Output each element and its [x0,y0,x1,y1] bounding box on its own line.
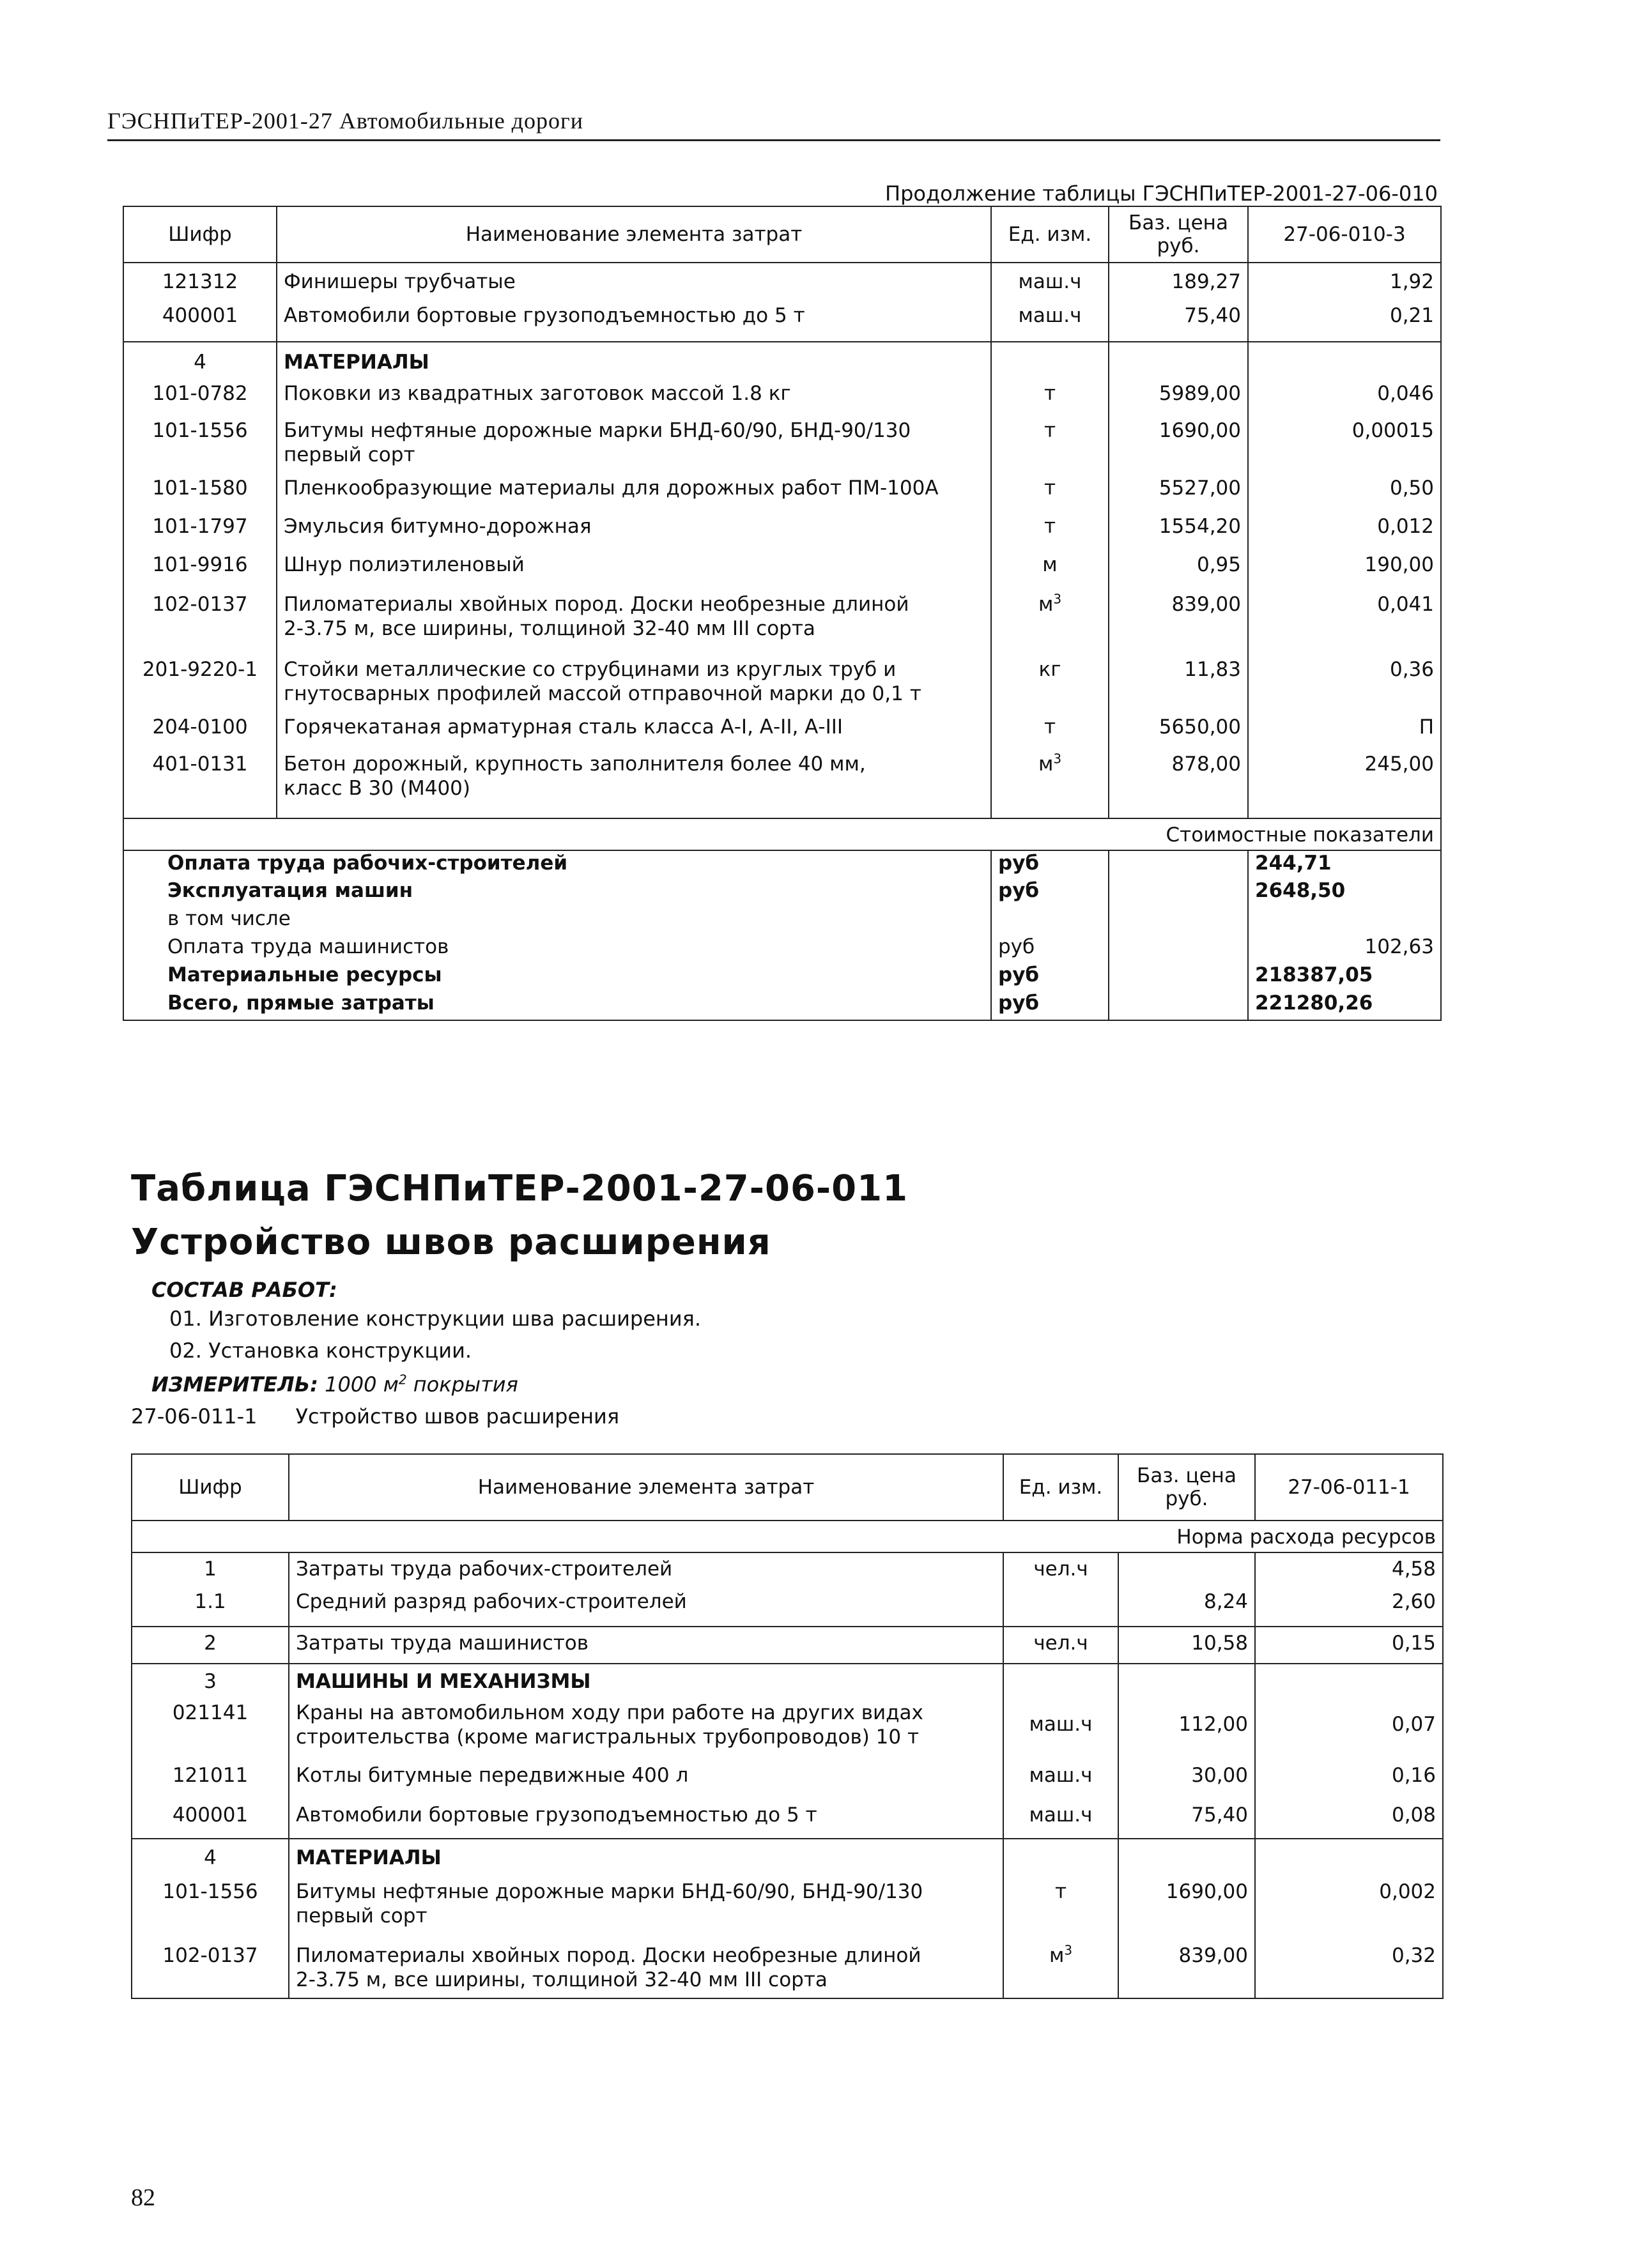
section-code: 4 [123,342,277,381]
row-name: Шнур полиэтиленовый [277,553,991,592]
table-row [123,418,1441,476]
column-header-code: Шифр [132,1454,289,1521]
row-norm: 245,00 [1248,752,1441,818]
row-price: 75,40 [1109,303,1248,342]
row-unit: чел.ч [1003,1552,1118,1590]
table-row [123,592,1441,654]
row-price: 878,00 [1109,752,1248,818]
row-name [277,592,991,654]
empty-cell [1109,963,1248,991]
row-name: Автомобили бортовые грузоподъемностью до 5 т [277,303,991,342]
empty-cell [1003,1664,1118,1701]
row-name [289,1943,1003,1998]
row-code: 101-1556 [123,418,277,476]
row-price: 30,00 [1118,1763,1255,1803]
table-row [123,752,1441,818]
cost-header-row [123,818,1441,850]
unit-superscript: 3 [1053,591,1062,607]
empty-cell [1255,1839,1443,1880]
table-continuation-caption: Продолжение таблицы ГЭСНПиТЕР-2001-27-06-010 [885,181,1438,206]
row-unit: чел.ч [1003,1627,1118,1664]
row-code: 201-9220-1 [123,654,277,715]
row-unit [1003,1590,1118,1627]
row-unit: м [991,553,1109,592]
row-code: 101-0782 [123,381,277,418]
row-name: Пленкообразующие материалы для дорожных работ ПМ-100А [277,476,991,514]
row-norm: 190,00 [1248,553,1441,592]
table-row [132,1880,1443,1943]
empty-cell [1255,1664,1443,1701]
row-norm: П [1248,715,1441,752]
section-code: 3 [132,1664,289,1701]
row-code: 121312 [123,263,277,303]
row-price: 5989,00 [1109,381,1248,418]
table-header-row [123,206,1441,263]
section-title: МАТЕРИАЛЫ [277,342,991,381]
empty-cell [1118,1839,1255,1880]
row-unit: т [991,514,1109,553]
row-code: 102-0137 [132,1943,289,1998]
row-name: Затраты труда рабочих-строителей [289,1552,1003,1590]
cost-name: Всего, прямые затраты [123,991,991,1020]
row-price: 5650,00 [1109,715,1248,752]
row-code: 121011 [132,1763,289,1803]
norm-header-row [132,1521,1443,1552]
cost-value: 2648,50 [1248,878,1441,907]
table-row [132,1763,1443,1803]
section-title: МАТЕРИАЛЫ [289,1839,1003,1880]
row-price: 1690,00 [1109,418,1248,476]
table-title: Таблица ГЭСНПиТЕР-2001-27-06-011 [131,1168,909,1209]
work-item: 02. Установка конструкции. [169,1338,472,1363]
cost-row [123,935,1441,963]
empty-cell [1003,1839,1118,1880]
cost-row [123,850,1441,878]
header-rule [107,139,1440,141]
row-name-line-2: первый сорт [284,443,415,466]
cost-row [123,878,1441,907]
empty-cell [991,342,1109,381]
measurer-tail: покрытия [413,1372,518,1397]
row-price: 75,40 [1118,1803,1255,1839]
row-price: 839,00 [1109,592,1248,654]
table-row [123,553,1441,592]
row-code: 101-1580 [123,476,277,514]
cost-value: 102,63 [1248,935,1441,963]
row-norm: 0,08 [1255,1803,1443,1839]
row-unit: т [991,715,1109,752]
cost-unit: руб [991,935,1109,963]
row-name: Поковки из квадратных заготовок массой 1.8 кг [277,381,991,418]
cost-value [1248,907,1441,935]
row-norm: 0,32 [1255,1943,1443,1998]
cost-unit [991,907,1109,935]
row-name: Автомобили бортовые грузоподъемностью до 5 т [289,1803,1003,1839]
row-price: 0,95 [1109,553,1248,592]
cost-name: Эксплуатация машин [123,878,991,907]
cost-header: Стоимостные показатели [123,818,1441,850]
row-unit: маш.ч [1003,1803,1118,1839]
row-name-line-1: Пиломатериалы хвойных пород. Доски необрезные длиной [284,593,909,616]
measurer-line [151,1372,518,1397]
row-unit [1003,1943,1118,1998]
row-name-line-2: 2-3.75 м, все ширины, толщиной 32-40 мм III сорта [296,1968,828,1991]
table-row [123,654,1441,715]
table-header-row [132,1454,1443,1521]
cost-row [123,963,1441,991]
row-code: 021141 [132,1701,289,1763]
row-unit: т [991,381,1109,418]
table-row [123,303,1441,342]
unit-text: м [1038,753,1054,776]
section-title: МАШИНЫ И МЕХАНИЗМЫ [289,1664,1003,1701]
empty-cell [1109,878,1248,907]
row-code: 2 [132,1627,289,1664]
table-row [132,1803,1443,1839]
row-name-line-2: первый сорт [296,1904,427,1927]
row-unit: т [991,476,1109,514]
row-name [289,1701,1003,1763]
row-price: 839,00 [1118,1943,1255,1998]
table-row [132,1590,1443,1627]
section-row-materials [132,1839,1443,1880]
table-row [132,1627,1443,1664]
row-code: 102-0137 [123,592,277,654]
row-name [277,418,991,476]
measurer-value: 1000 м [325,1372,399,1397]
cost-name: Материальные ресурсы [123,963,991,991]
row-name [289,1880,1003,1943]
row-name: Котлы битумные передвижные 400 л [289,1763,1003,1803]
row-norm: 0,07 [1255,1701,1443,1763]
row-code: 1.1 [132,1590,289,1627]
row-code: 1 [132,1552,289,1590]
empty-cell [1109,342,1248,381]
column-header-unit: Ед. изм. [991,206,1109,263]
row-price: 189,27 [1109,263,1248,303]
row-norm: 0,16 [1255,1763,1443,1803]
cost-row [123,907,1441,935]
row-norm: 1,92 [1248,263,1441,303]
row-norm: 0,041 [1248,592,1441,654]
cost-unit: руб [991,878,1109,907]
row-name: Эмульсия битумно-дорожная [277,514,991,553]
norm-item-name: Устройство швов расширения [295,1404,620,1429]
row-norm: 0,50 [1248,476,1441,514]
section-row-machines [132,1664,1443,1701]
table-row [123,381,1441,418]
table-subtitle: Устройство швов расширения [131,1222,771,1263]
column-header-norm: 27-06-010-3 [1248,206,1441,263]
row-code: 400001 [132,1803,289,1839]
row-name: Средний разряд рабочих-строителей [289,1590,1003,1627]
row-unit: маш.ч [991,263,1109,303]
row-norm: 0,36 [1248,654,1441,715]
cost-value: 218387,05 [1248,963,1441,991]
row-code: 101-1556 [132,1880,289,1943]
norm-item-code: 27-06-011-1 [131,1404,258,1429]
row-price [1118,1552,1255,1590]
row-name-line-2: гнутосварных профилей массой отправочной марки до 0,1 т [284,682,921,705]
table-row [132,1552,1443,1590]
column-header-name: Наименование элемента затрат [277,206,991,263]
row-price: 8,24 [1118,1590,1255,1627]
cost-row [123,991,1441,1020]
unit-text: м [1038,593,1054,616]
empty-cell [1109,907,1248,935]
row-name [277,752,991,818]
column-header-norm: 27-06-011-1 [1255,1454,1443,1521]
empty-cell [1248,342,1441,381]
row-code: 401-0131 [123,752,277,818]
row-name [277,654,991,715]
row-name-line-2: 2-3.75 м, все ширины, толщиной 32-40 мм III сорта [284,617,815,640]
row-unit: кг [991,654,1109,715]
cost-value: 221280,26 [1248,991,1441,1020]
cost-unit: руб [991,850,1109,878]
row-norm: 0,046 [1248,381,1441,418]
row-name-line-1: Бетон дорожный, крупность заполнителя более 40 мм, [284,753,866,776]
row-price: 1554,20 [1109,514,1248,553]
row-unit: т [991,418,1109,476]
row-norm: 4,58 [1255,1552,1443,1590]
column-header-code: Шифр [123,206,277,263]
cost-name: в том числе [123,907,991,935]
row-name-line-1: Пиломатериалы хвойных пород. Доски необрезные длиной [296,1944,921,1967]
cost-table-06-010 [123,206,1442,1021]
row-name-line-1: Битумы нефтяные дорожные марки БНД-60/90, БНД-90/130 [296,1880,923,1903]
row-name: Финишеры трубчатые [277,263,991,303]
row-norm: 0,002 [1255,1880,1443,1943]
row-name-line-1: Стойки металлические со струбцинами из круглых труб и [284,658,897,681]
row-code: 400001 [123,303,277,342]
empty-cell [1118,1664,1255,1701]
row-name-line-2: строительства (кроме магистральных трубопроводов) 10 т [296,1726,920,1749]
row-unit: маш.ч [1003,1701,1118,1763]
row-code: 101-1797 [123,514,277,553]
unit-text: м [1049,1944,1065,1967]
row-name: Горячекатаная арматурная сталь класса А-I, А-II, А-III [277,715,991,752]
row-price: 1690,00 [1118,1880,1255,1943]
empty-cell [1109,935,1248,963]
row-norm: 0,21 [1248,303,1441,342]
table-row [123,715,1441,752]
row-norm: 0,15 [1255,1627,1443,1664]
row-norm: 0,012 [1248,514,1441,553]
unit-superscript: 3 [1053,751,1062,767]
table-row [123,476,1441,514]
row-name-line-1: Краны на автомобильном ходу при работе на других видах [296,1701,923,1724]
cost-value: 244,71 [1248,850,1441,878]
table-row [123,514,1441,553]
column-header-price: Баз. цена руб. [1109,206,1248,263]
row-price: 5527,00 [1109,476,1248,514]
column-header-price: Баз. цена руб. [1118,1454,1255,1521]
row-unit: маш.ч [1003,1763,1118,1803]
measurer-label: ИЗМЕРИТЕЛЬ: [151,1372,318,1397]
cost-unit: руб [991,963,1109,991]
row-unit [991,752,1109,818]
row-name-line-2: класс В 30 (М400) [284,777,471,800]
row-unit: маш.ч [991,303,1109,342]
empty-cell [1109,991,1248,1020]
cost-name: Оплата труда машинистов [123,935,991,963]
running-title: ГЭСНПиТЕР-2001-27 Автомобильные дороги [107,108,584,134]
row-unit: т [1003,1880,1118,1943]
measurer-superscript: 2 [398,1372,407,1388]
row-code: 101-9916 [123,553,277,592]
row-name: Затраты труда машинистов [289,1627,1003,1664]
norm-header: Норма расхода ресурсов [132,1521,1443,1552]
row-price: 112,00 [1118,1701,1255,1763]
cost-table-06-011 [131,1453,1444,1999]
row-norm: 0,00015 [1248,418,1441,476]
row-norm: 2,60 [1255,1590,1443,1627]
row-price: 11,83 [1109,654,1248,715]
row-name-line-1: Битумы нефтяные дорожные марки БНД-60/90, БНД-90/130 [284,419,911,442]
empty-cell [1109,850,1248,878]
cost-name: Оплата труда рабочих-строителей [123,850,991,878]
table-row [123,263,1441,303]
column-header-unit: Ед. изм. [1003,1454,1118,1521]
cost-unit: руб [991,991,1109,1020]
table-row [132,1943,1443,1998]
section-code: 4 [132,1839,289,1880]
page-number: 82 [131,2184,155,2211]
unit-superscript: 3 [1064,1942,1073,1958]
row-price: 10,58 [1118,1627,1255,1664]
row-unit [991,592,1109,654]
section-row-materials [123,342,1441,381]
column-header-name: Наименование элемента затрат [289,1454,1003,1521]
work-item: 01. Изготовление конструкции шва расширения. [169,1306,702,1331]
norm-item-line [131,1404,619,1429]
row-code: 204-0100 [123,715,277,752]
works-composition-label: СОСТАВ РАБОТ: [151,1278,337,1302]
table-row [132,1701,1443,1763]
